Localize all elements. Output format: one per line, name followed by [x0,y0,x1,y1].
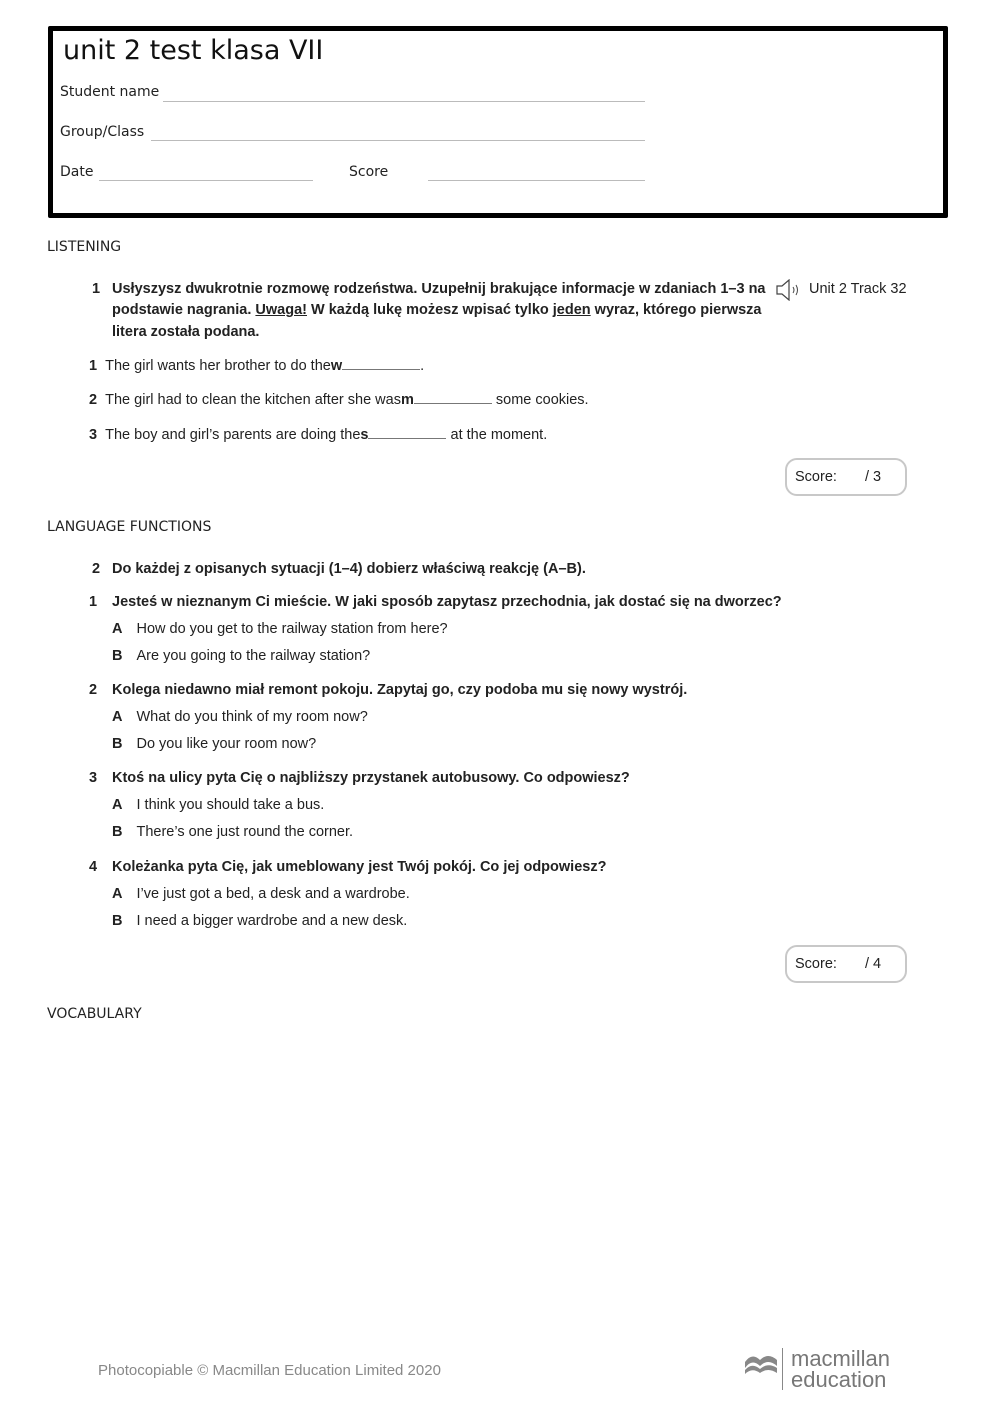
exercise-number: 2 [92,561,101,577]
exercise-number: 1 [92,281,101,297]
gap-fill-item [89,426,547,443]
score-field[interactable] [428,180,645,181]
question-number: 1 [89,594,98,610]
logo-text [791,1348,890,1390]
item-text: some cookies. [491,392,589,408]
item-number: 1 [89,358,98,374]
answer-gap[interactable] [414,391,492,404]
first-letter: m [400,392,414,408]
section-title-vocabulary: VOCABULARY [47,1006,142,1022]
score-box [785,458,907,496]
option-text: I think you should take a bus. [136,797,325,813]
date-field[interactable] [99,180,313,181]
track-label: Unit 2 Track 32 [809,281,907,297]
group-class-field[interactable] [151,140,645,141]
score-total: / 3 [865,469,882,485]
item-text: The boy and girl’s parents are doing the [105,427,361,443]
logo-line: education [791,1367,887,1392]
gap-fill-item [89,357,424,374]
speaker-icon[interactable] [775,279,803,306]
question-text: Kolega niedawno miał remont pokoju. Zapytaj go, czy podoba mu się nowy wystrój. [112,682,688,698]
student-name-field[interactable] [163,101,645,102]
item-text: The girl wants her brother to do the [105,358,331,374]
instruction-line: Usłyszysz dwukrotnie rozmowę rodzeństwa. Uzupełnij brakujące informacje w zdaniach 1–3 na [112,281,766,297]
answer-gap[interactable] [368,426,446,439]
answer-gap[interactable] [342,357,420,370]
option-letter: A [112,709,123,725]
item-number: 3 [89,427,98,443]
question-number: 4 [89,859,98,875]
student-info-box [48,26,948,218]
answer-option[interactable] [112,709,368,725]
copyright-text: Photocopiable © Macmillan Education Limited 2020 [98,1362,441,1379]
option-letter: B [112,824,123,840]
first-letter: w [330,358,343,374]
score-label: Score [349,164,389,180]
answer-option[interactable] [112,913,407,929]
answer-option[interactable] [112,797,324,813]
logo-line: macmillan [791,1346,891,1371]
option-letter: A [112,797,123,813]
question-number: 3 [89,770,98,786]
option-text: There’s one just round the corner. [136,824,354,840]
instruction: Do każdej z opisanych sytuacji (1–4) dobierz właściwą reakcję (A–B). [112,561,586,577]
section-title-language-functions: LANGUAGE FUNCTIONS [47,519,212,535]
question-text: Ktoś na ulicy pyta Cię o najbliższy przystanek autobusowy. Co odpowiesz? [112,770,630,786]
text: wyraz, którego pierwsza [590,302,762,318]
text-jeden: jeden [552,302,591,318]
question-number: 2 [89,682,98,698]
macmillan-logo-icon [744,1350,778,1379]
gap-fill-item [89,391,589,408]
logo-divider [782,1348,783,1390]
answer-option[interactable] [112,648,370,664]
score-label: Score: [795,956,837,972]
item-text: The girl had to clean the kitchen after she was [105,392,401,408]
text: podstawie nagrania. [112,302,256,318]
option-letter: B [112,736,123,752]
item-text: . [420,358,425,374]
answer-option[interactable] [112,621,448,637]
date-label: Date [60,164,94,180]
item-text: at the moment. [446,427,548,443]
page-title: unit 2 test klasa VII [63,35,324,66]
answer-option[interactable] [112,886,410,902]
option-text: Are you going to the railway station? [136,648,371,664]
instruction-line [112,302,762,318]
text-uwaga: Uwaga! [255,302,307,318]
option-letter: B [112,913,123,929]
option-text: How do you get to the railway station from here? [136,621,448,637]
option-letter: A [112,621,123,637]
student-name-label: Student name [60,84,160,100]
score-total: / 4 [865,956,882,972]
option-letter: A [112,886,123,902]
answer-option[interactable] [112,824,353,840]
option-text: I need a bigger wardrobe and a new desk. [136,913,408,929]
instruction-line: litera została podana. [112,324,260,340]
score-box [785,945,907,983]
text: W każdą lukę możesz wpisać tylko [307,302,553,318]
option-text: What do you think of my room now? [136,709,368,725]
option-text: I’ve just got a bed, a desk and a wardrobe. [136,886,410,902]
first-letter: s [360,427,369,443]
group-class-label: Group/Class [60,124,145,140]
section-title-listening: LISTENING [47,239,122,255]
item-number: 2 [89,392,98,408]
question-text: Jesteś w nieznanym Ci mieście. W jaki sposób zapytasz przechodnia, jak dostać się na dworzec? [112,594,782,610]
option-letter: B [112,648,123,664]
score-label: Score: [795,469,837,485]
answer-option[interactable] [112,736,316,752]
question-text: Koleżanka pyta Cię, jak umeblowany jest Twój pokój. Co jej odpowiesz? [112,859,607,875]
option-text: Do you like your room now? [136,736,317,752]
